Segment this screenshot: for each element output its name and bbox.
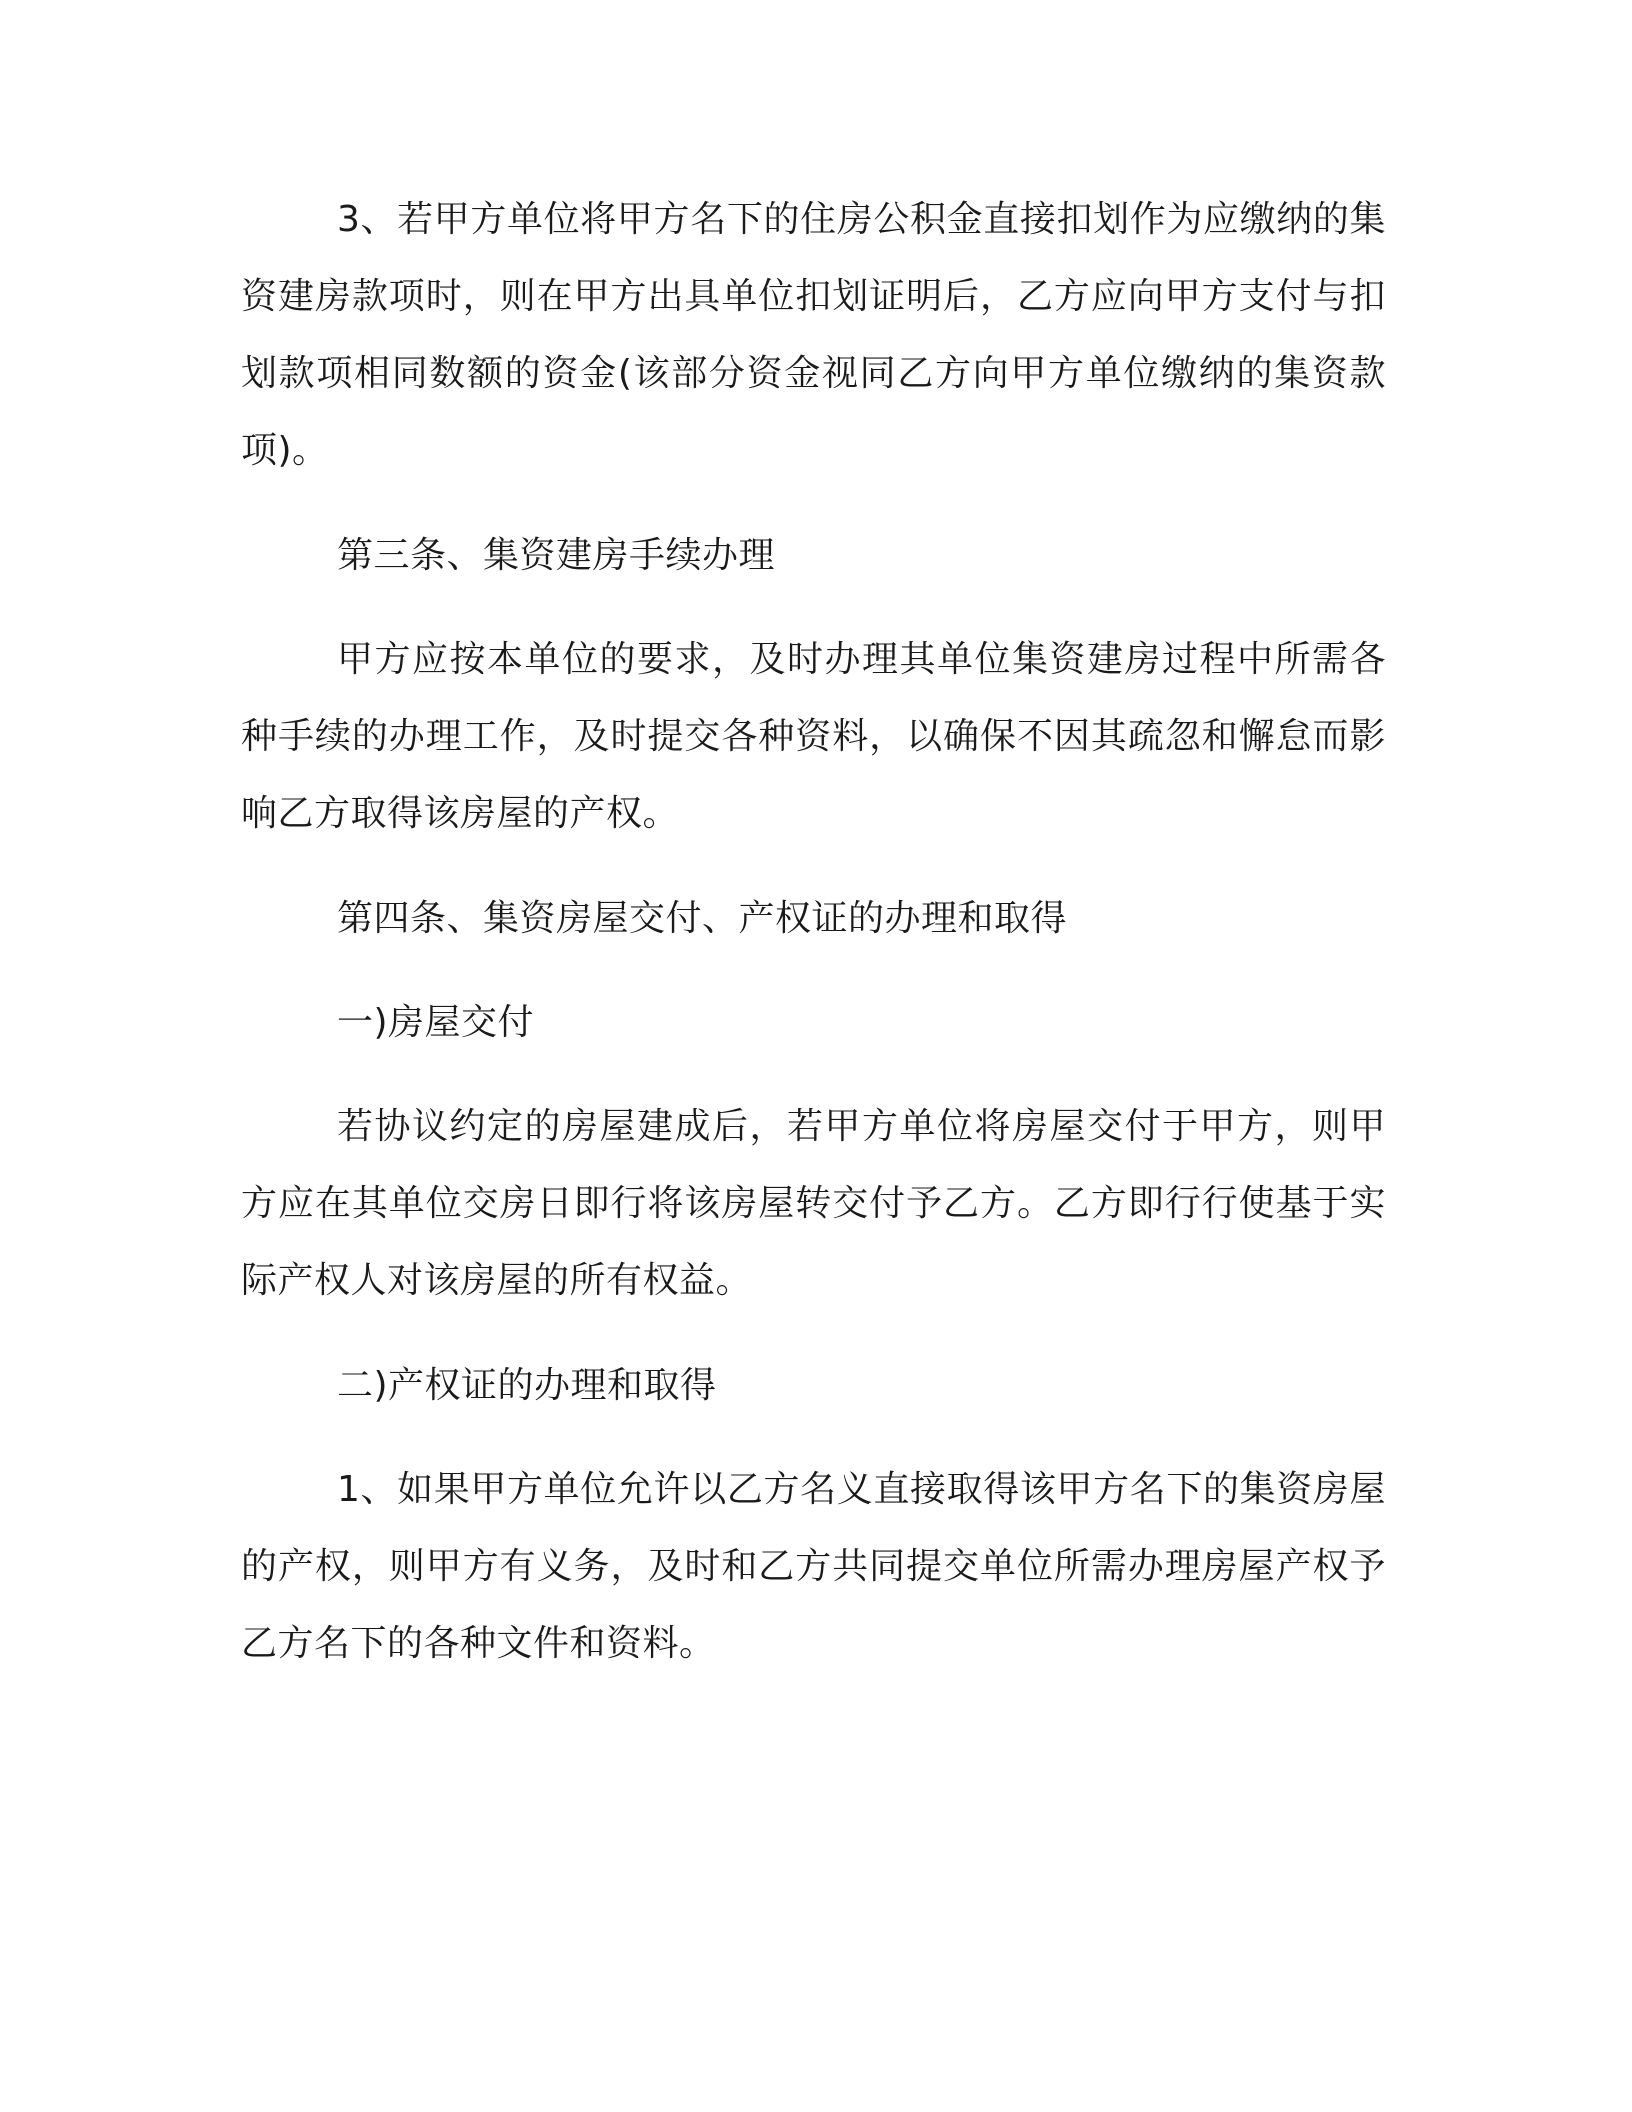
subheading-property-certificate: 二)产权证的办理和取得 (337, 1365, 717, 1406)
paragraph-clause-3-payment: 3、若甲方单位将甲方名下的住房公积金直接扣划作为应缴纳的集资建房款项时，则在甲方出具单位扣划证明后，乙方应向甲方支付与扣划款项相同数额的资金(该部分资金视同乙方向甲方单位缴纳的集资款项)。 (241, 199, 1386, 471)
paragraph-certificate-clause-1: 1、如果甲方单位允许以乙方名义直接取得该甲方名下的集资房屋的产权，则甲方有义务，及时和乙方共同提交单位所需办理房屋产权予乙方名下的各种文件和资料。 (241, 1469, 1386, 1664)
paragraph-procedures: 甲方应按本单位的要求，及时办理其单位集资建房过程中所需各种手续的办理工作，及时提交各种资料，以确保不因其疏忽和懈怠而影响乙方取得该房屋的产权。 (241, 639, 1386, 834)
paragraph-house-delivery: 若协议约定的房屋建成后，若甲方单位将房屋交付于甲方，则甲方应在其单位交房日即行将该房屋转交付予乙方。乙方即行行使基于实际产权人对该房屋的所有权益。 (241, 1106, 1386, 1301)
heading-article-4: 第四条、集资房屋交付、产权证的办理和取得 (337, 898, 1068, 939)
subheading-house-delivery: 一)房屋交付 (337, 1002, 535, 1043)
heading-article-3: 第三条、集资建房手续办理 (337, 535, 776, 576)
